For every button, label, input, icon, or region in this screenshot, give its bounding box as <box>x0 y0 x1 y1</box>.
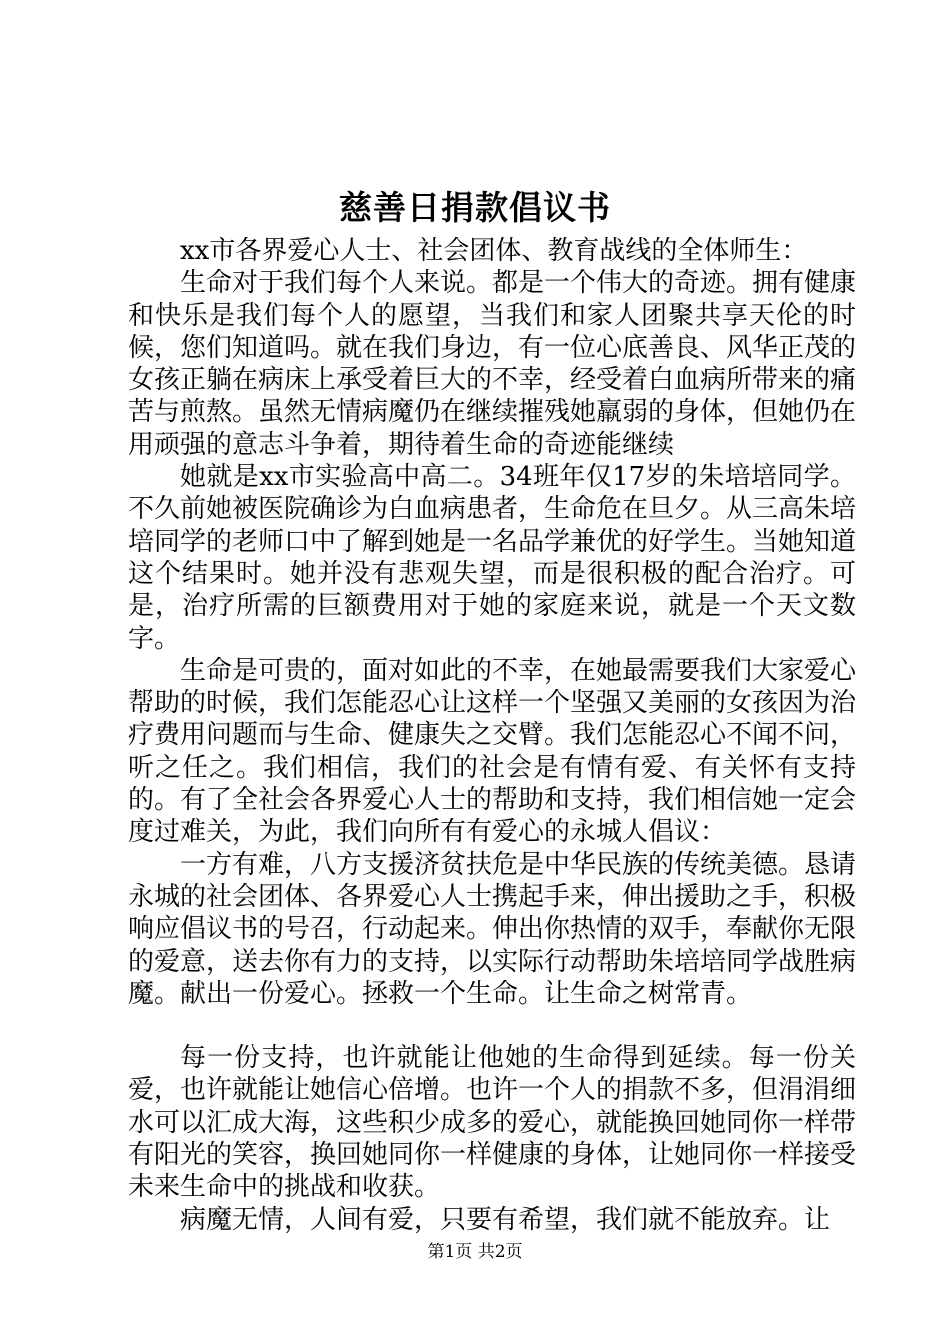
paragraph-3: 生命是可贵的，面对如此的不幸，在她最需要我们大家爱心帮助的时候，我们怎能忍心让这样一个坚强又美丽的女孩因为治疗费用问题而与生命、健康失之交臂。我们怎能忍心不闻不问，听之任之。我们相信，我们的社会是有情有爱、有关怀有支持的。有了全社会各界爱心人士的帮助和支持，我们相信她一定会度过难关，为此，我们向所有有爱心的永城人倡议： <box>128 655 857 848</box>
paragraph-spacer <box>128 1010 856 1042</box>
paragraph-5: 每一份支持，也许就能让他她的生命得到延续。每一份关爱，也许就能让她信心倍增。也许一个人的捐款不多，但涓涓细水可以汇成大海，这些积少成多的爱心，就能换回她同你一样带有阳光的笑容，换回她同你一样健康的身体，让她同你一样接受未来生命中的挑战和收获。 <box>128 1043 857 1203</box>
document-title: 慈善日捐款倡议书 <box>339 188 611 227</box>
document-body <box>128 235 856 1236</box>
salutation: xx市各界爱心人士、社会团体、教育战线的全体师生： <box>180 236 808 266</box>
paragraph-6: 病魔无情，人间有爱，只要有希望，我们就不能放弃。让 <box>180 1204 831 1235</box>
page-number-footer: 第1页 共2页 <box>427 1242 523 1262</box>
paragraph-2: 她就是xx市实验高中高二。34班年仅17岁的朱培培同学。不久前她被医院确诊为白血病患者，生命危在旦夕。从三高朱培培同学的老师口中了解到她是一名品学兼优的好学生。当她知道这个结果时。她并没有悲观失望，而是很积极的配合治疗。可是，治疗所需的巨额费用对于她的家庭来说，就是一个天文数字。 <box>128 462 857 654</box>
paragraph-1: 生命对于我们每个人来说。都是一个伟大的奇迹。拥有健康和快乐是我们每个人的愿望，当我们和家人团聚共享天伦的时候，您们知道吗。就在我们身边，有一位心底善良、风华正茂的女孩正躺在病床上承受着巨大的不幸，经受着白血病所带来的痛苦与煎熬。虽然无情病魔仍在继续摧残她羸弱的身体，但她仍在用顽强的意志斗争着，期待着生命的奇迹能继续 <box>128 268 857 460</box>
paragraph-4: 一方有难，八方支援济贫扶危是中华民族的传统美德。恳请永城的社会团体、各界爱心人士携起手来，伸出援助之手，积极响应倡议书的号召，行动起来。伸出你热情的双手，奉献你无限的爱意，送去你有力的支持，以实际行动帮助朱培培同学战胜病魔。献出一份爱心。拯救一个生命。让生命之树常青。 <box>128 849 857 1009</box>
